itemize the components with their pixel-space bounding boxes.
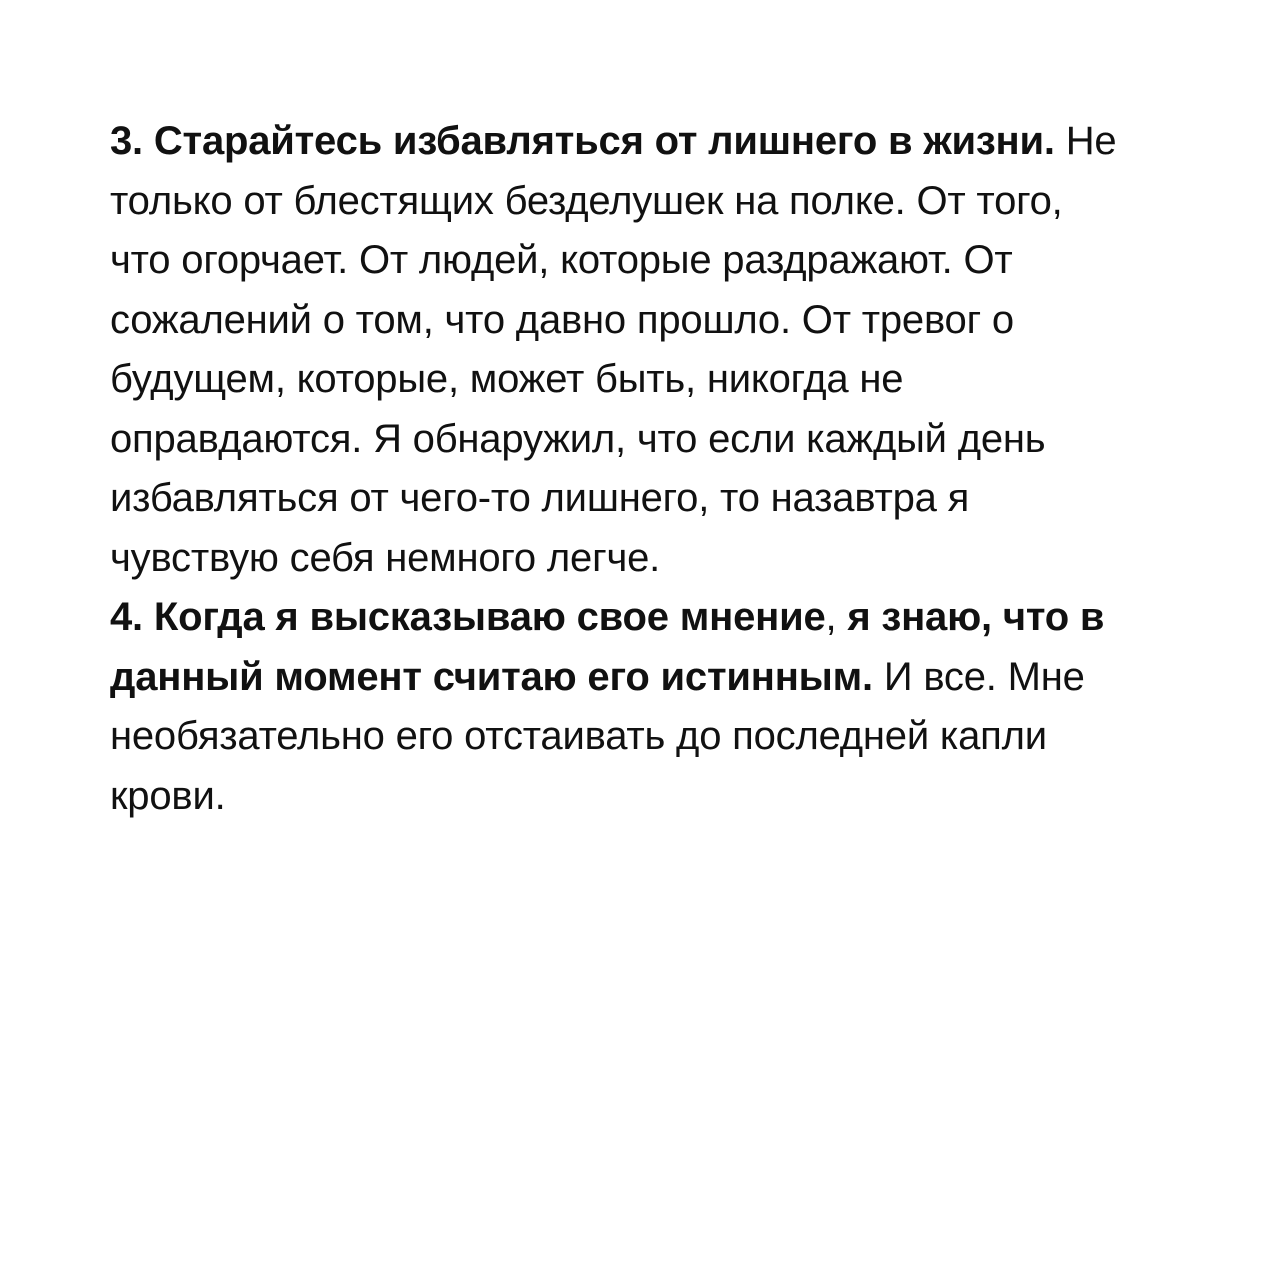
text-line: [110, 112, 1210, 172]
text-line: оправдаются. Я обнаружил, что если каждый день: [110, 416, 1046, 461]
text-line: будущем, которые, может быть, никогда не: [110, 357, 904, 401]
item-4-heading: я знаю, что в: [847, 595, 1105, 639]
text-line: избавляться от чего-то лишнего, то назавтра я: [110, 476, 970, 520]
item-4-comma: ,: [825, 595, 848, 639]
item-3-heading: 3. Старайтесь избавляться от лишнего в жизни.: [110, 119, 1055, 163]
item-4-text: И все. Мне: [872, 654, 1085, 699]
item-4-heading: данный момент считаю его истинным.: [110, 654, 873, 699]
text-line: крови.: [110, 773, 226, 818]
text-line: что огорчает. От людей, которые раздражают. От: [110, 238, 1013, 282]
text-line: [110, 648, 1210, 708]
item-4-heading: 4. Когда я высказываю свое мнение: [110, 595, 826, 639]
text-line: [110, 588, 1210, 648]
text-line: только от блестящих безделушек на полке. От того,: [110, 178, 1063, 223]
text-line: сожалений о том, что давно прошло. От тревог о: [110, 297, 1014, 342]
text-line: необязательно его отстаивать до последней капли: [110, 714, 1047, 758]
item-3-text: Не: [1054, 119, 1117, 163]
text-block: [110, 112, 1210, 826]
text-line: чувствую себя немного легче.: [110, 535, 661, 580]
